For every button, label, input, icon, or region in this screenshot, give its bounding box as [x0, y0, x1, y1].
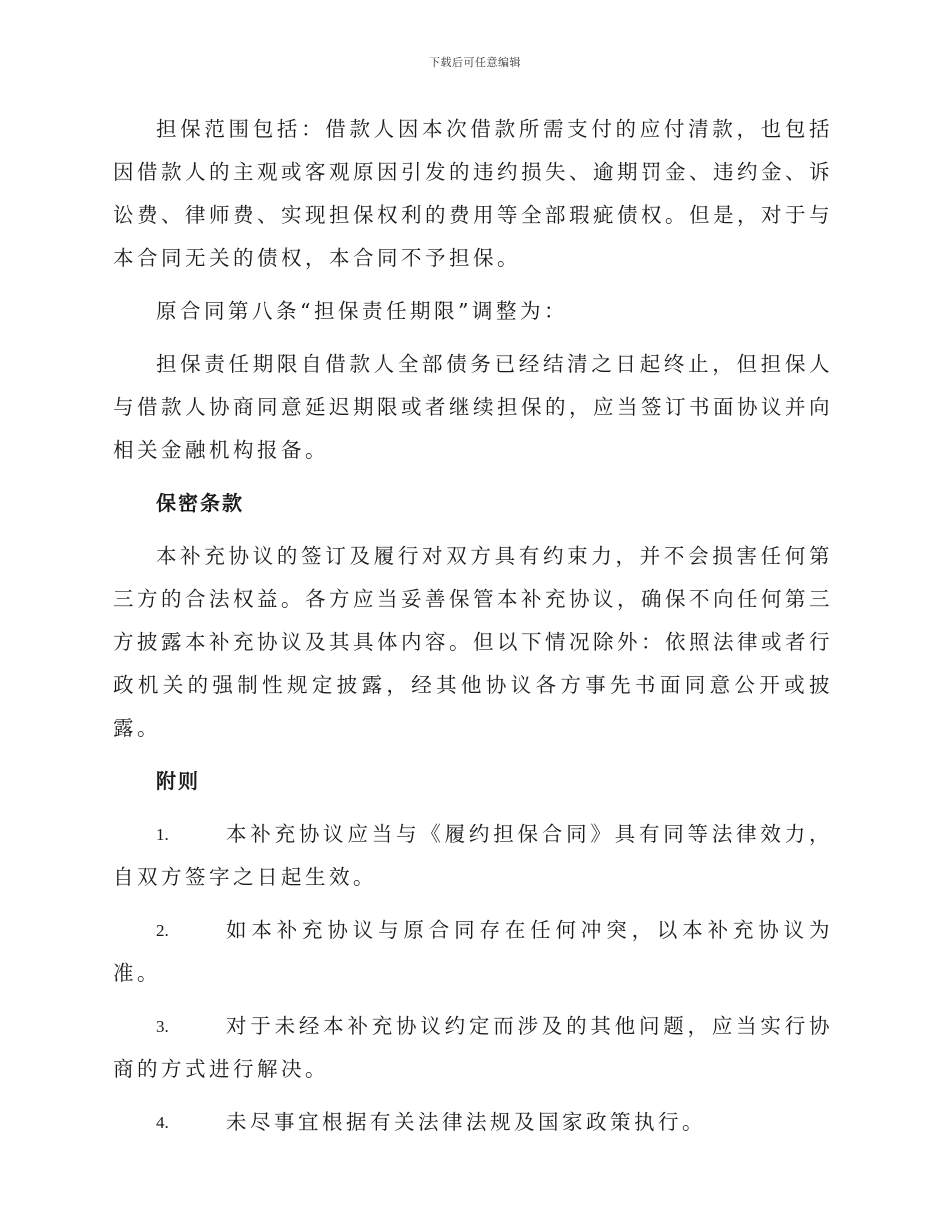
- item-number: 3.: [156, 1017, 169, 1036]
- supplementary-item-3: [113, 1005, 833, 1091]
- document-body: [113, 108, 833, 1154]
- item-text: 未尽事宜根据有关法律法规及国家政策执行。: [226, 1110, 706, 1134]
- guarantee-scope-paragraph: 担保范围包括：借款人因本次借款所需支付的应付清款，也包括因借款人的主观或客观原因引发的违约损失、逾期罚金、违约金、诉讼费、律师费、实现担保权利的费用等全部瑕疵债权。但是，对于与本合同无关的债权，本合同不予担保。: [113, 117, 833, 270]
- page-header: 下载后可任意编辑: [429, 56, 521, 69]
- item-text: 本补充协议应当与《履约担保合同》具有同等法律效力，自双方签字之日起生效。: [113, 822, 833, 889]
- article-eight-paragraph: 原合同第八条“担保责任期限”调整为：: [156, 299, 568, 323]
- supplementary-heading: 附则: [156, 769, 200, 793]
- item-text: 如本补充协议与原合同存在任何冲突，以本补充协议为准。: [113, 918, 833, 985]
- guarantee-period-paragraph: 担保责任期限自借款人全部债务已经结清之日起终止，但担保人与借款人协商同意延迟期限或者继续担保的，应当签订书面协议并向相关金融机构报备。: [113, 352, 833, 462]
- supplementary-item-1: [113, 813, 833, 899]
- supplementary-item-2: [113, 909, 833, 995]
- item-number: 4.: [156, 1113, 169, 1132]
- item-text: 对于未经本补充协议约定而涉及的其他问题，应当实行协商的方式进行解决。: [113, 1014, 833, 1081]
- confidentiality-paragraph: 本补充协议的签订及履行对双方具有约束力，并不会损害任何第三方的合法权益。各方应当妥善保管本补充协议，确保不向任何第三方披露本补充协议及其具体内容。但以下情况除外：依照法律或者行政机关的强制性规定披露，经其他协议各方事先书面同意公开或披露。: [113, 544, 833, 740]
- supplementary-item-4: [113, 1101, 833, 1144]
- item-number: 1.: [156, 825, 169, 844]
- confidentiality-heading: 保密条款: [156, 491, 244, 515]
- item-number: 2.: [156, 921, 169, 940]
